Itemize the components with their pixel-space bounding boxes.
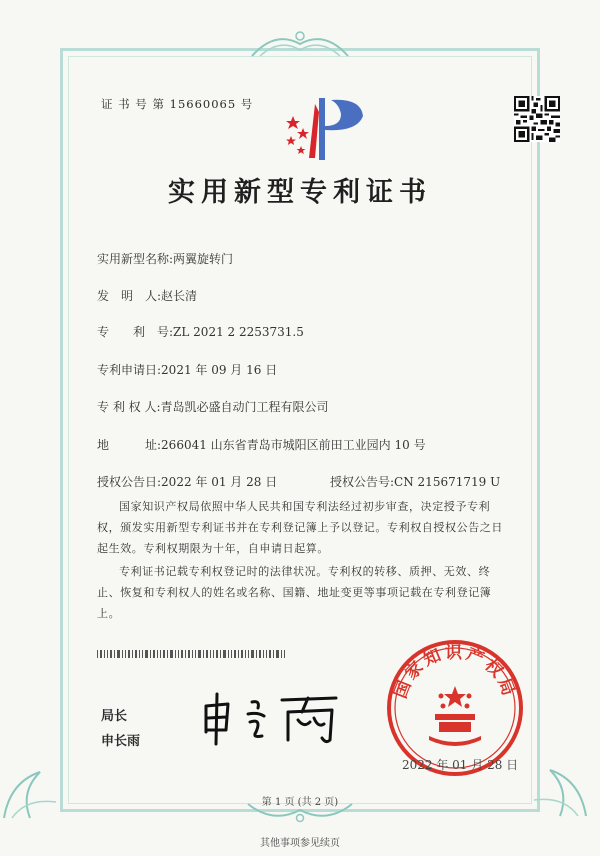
grant-date-label: 授权公告日: [97,475,162,489]
field-inventor [97,287,197,304]
handwritten-signature [198,688,348,746]
barcode [97,650,285,658]
patentee-label: 专 利 权 人: [97,400,161,414]
signatory-role: 局长 [101,709,128,724]
utility-name-value: 两翼旋转门 [173,252,234,266]
page-indicator: 第 1 页 (共 2 页) [261,797,339,808]
corner-ornament-icon [520,760,590,820]
seal-date: 2022 年 01 月 28 日 [402,758,519,772]
qr-code-icon [514,96,560,142]
paragraph-decision: 国家知识产权局依照中华人民共和国专利法经过初步审查，决定授予专利权，颁发实用新型专利证书并在专利登记簿上予以登记。专利权自授权公告之日起生效。专利权期限为十年，自申请日起算。 [97,500,503,555]
seal-text: 国家知识产权局 [390,643,520,702]
utility-name-label: 实用新型名称: [97,252,174,266]
patent-number-value: ZL 2021 2 2253731.5 [173,325,304,339]
signatory-name: 申长雨 [101,734,141,749]
field-grant-number [330,473,500,490]
field-patentee [97,398,329,415]
document-title: 实用新型专利证书 [168,177,432,208]
inventor-label: 发 明 人: [97,289,162,303]
address-label: 地 址: [97,438,162,452]
field-address [97,436,426,453]
grant-date-value: 2022 年 01 月 28 日 [161,475,278,489]
patent-number-label: 专 利 号: [97,325,174,339]
cnipa-logo [279,94,369,164]
address-value: 266041 山东省青岛市城阳区前田工业园内 10 号 [161,438,426,452]
grant-number-label: 授权公告号: [330,475,395,489]
field-filing-date [97,361,277,378]
certificate-number: 证 书 号 第 15660065 号 [101,97,254,111]
field-utility-name [97,250,233,267]
filing-date-label: 专利申请日: [97,363,162,377]
field-grant-date [97,473,277,490]
filing-date-value: 2021 年 09 月 16 日 [161,363,278,377]
grant-number-value: CN 215671719 U [394,475,501,489]
paragraph-legal-status: 专利证书记载专利权登记时的法律状况。专利权的转移、质押、无效、终止、恢复和专利权人的姓名或名称、国籍、地址变更等事项记载在专利登记簿上。 [97,565,492,620]
field-patent-number [97,323,304,340]
patentee-value: 青岛凯必盛自动门工程有限公司 [160,400,329,414]
inventor-value: 赵长清 [161,289,198,303]
footer-note: 其他事项参见续页 [260,838,340,849]
top-ornament-icon [250,26,350,60]
corner-ornament-icon [0,762,70,822]
